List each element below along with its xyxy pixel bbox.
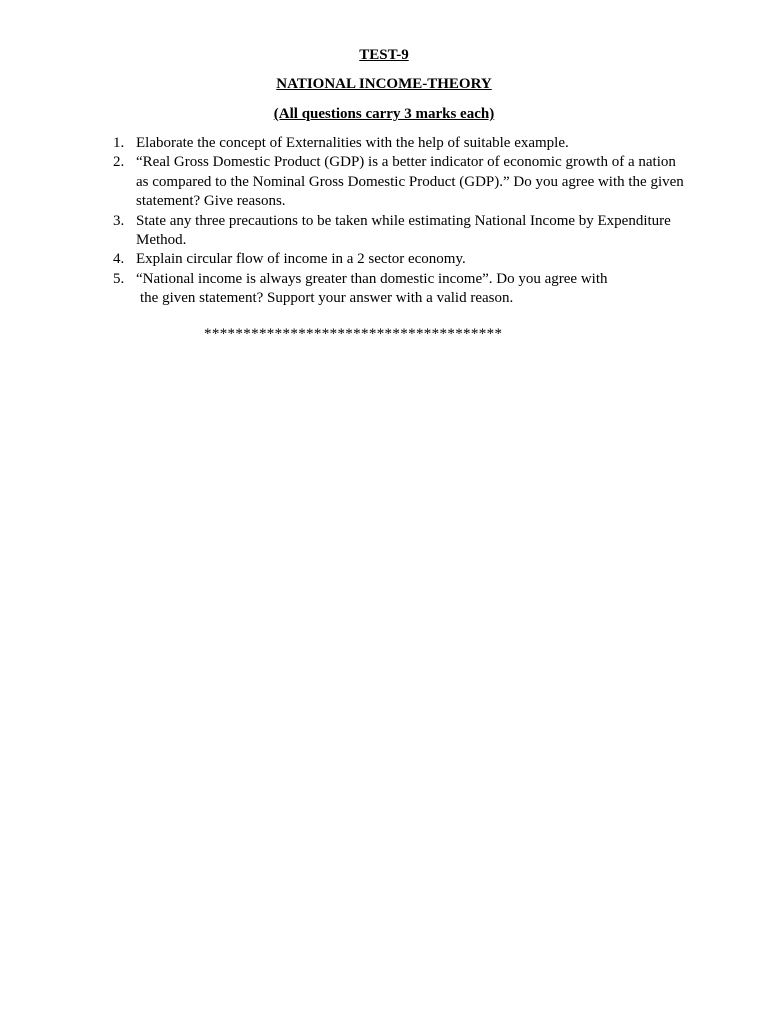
page-title: NATIONAL INCOME-THEORY — [276, 76, 492, 92]
question-number: 5. — [113, 270, 125, 287]
question-text: “Real Gross Domestic Product (GDP) is a better indicator of economic growth of a nation as compared to the Nominal Gross Domestic Product (GDP).” Do you agree with the given statement? Give reasons. — [136, 154, 684, 210]
question-item — [0, 134, 686, 153]
question-item — [0, 153, 686, 211]
marks-note: (All questions carry 3 marks each) — [273, 106, 495, 122]
question-text: State any three precautions to be taken while estimating National Income by Expenditure Method. — [136, 212, 671, 249]
question-number: 1. — [113, 135, 125, 151]
end-separator: ************************************** — [204, 326, 503, 342]
question-text-line: the given statement? Support your answer with a valid reason. — [140, 290, 514, 307]
question-list — [0, 134, 768, 309]
question-item — [0, 250, 686, 269]
question-text-line: “National income is always greater than domestic income”. Do you agree with — [136, 270, 608, 287]
question-text — [136, 270, 686, 309]
question-text: Explain circular flow of income in a 2 sector economy. — [136, 251, 466, 268]
question-number: 3. — [113, 212, 125, 229]
question-item — [0, 212, 686, 251]
question-number: 2. — [113, 154, 125, 171]
test-label: TEST-9 — [359, 47, 409, 63]
question-text: Elaborate the concept of Externalities with the help of suitable example. — [136, 135, 569, 151]
question-number: 4. — [113, 251, 125, 268]
question-item — [0, 270, 686, 309]
